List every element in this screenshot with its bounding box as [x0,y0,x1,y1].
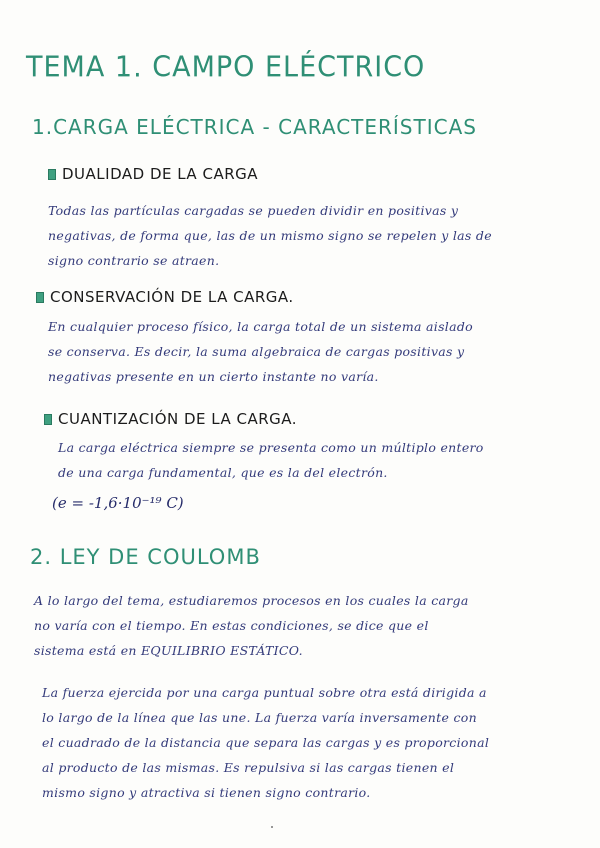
subheading-cuantizacion-label: CUANTIZACIÓN DE LA CARGA. [58,410,298,428]
paragraph-cuantizacion [58,435,484,485]
subheading-dualidad [48,165,258,183]
bullet-icon [36,292,44,303]
subheading-conservacion-label: CONSERVACIÓN DE LA CARGA. [50,288,294,306]
text-line: Todas las partículas cargadas se pueden dividir en positivas y [48,203,459,218]
text-line: no varía con el tiempo. En estas condiciones, se dice que el [34,618,429,633]
paragraph-conservacion [48,314,473,389]
text-line: se conserva. Es decir, la suma algebraica de cargas positivas y [48,344,465,359]
text-line: A lo largo del tema, estudiaremos procesos en los cuales la carga [34,593,469,608]
page-mark [271,826,273,828]
text-line: mismo signo y atractiva si tienen signo contrario. [42,785,371,800]
text-line: de una carga fundamental, que es la del electrón. [58,465,388,480]
section-2-heading: 2. LEY DE COULOMB [30,545,261,569]
text-line: La fuerza ejercida por una carga puntual sobre otra está dirigida a [42,685,487,700]
text-line: negativas presente en un cierto instante no varía. [48,369,379,384]
text-line: lo largo de la línea que las une. La fuerza varía inversamente con [42,710,477,725]
bullet-icon [44,414,52,425]
paragraph-equilibrio [34,588,469,663]
paragraph-coulomb [42,680,489,805]
paragraph-dualidad [48,198,492,273]
text-line: al producto de las mismas. Es repulsiva si las cargas tienen el [42,760,455,775]
subheading-conservacion [36,288,294,306]
section-1-heading: 1.CARGA ELÉCTRICA - CARACTERÍSTICAS [32,115,477,139]
page-title: TEMA 1. CAMPO ELÉCTRICO [26,51,426,84]
text-line: negativas, de forma que, las de un mismo signo se repelen y las de [48,228,492,243]
bullet-icon [48,169,56,180]
subheading-cuantizacion [44,410,297,428]
text-line: La carga eléctrica siempre se presenta como un múltiplo entero [58,440,484,455]
text-line: el cuadrado de la distancia que separa las cargas y es proporcional [42,735,490,750]
electron-charge-formula: (e = -1,6·10⁻¹⁹ C) [52,494,184,512]
subheading-dualidad-label: DUALIDAD DE LA CARGA [62,165,259,183]
text-line: En cualquier proceso físico, la carga total de un sistema aislado [48,319,473,334]
text-line: sistema está en EQUILIBRIO ESTÁTICO. [34,643,303,658]
text-line: signo contrario se atraen. [48,253,220,268]
